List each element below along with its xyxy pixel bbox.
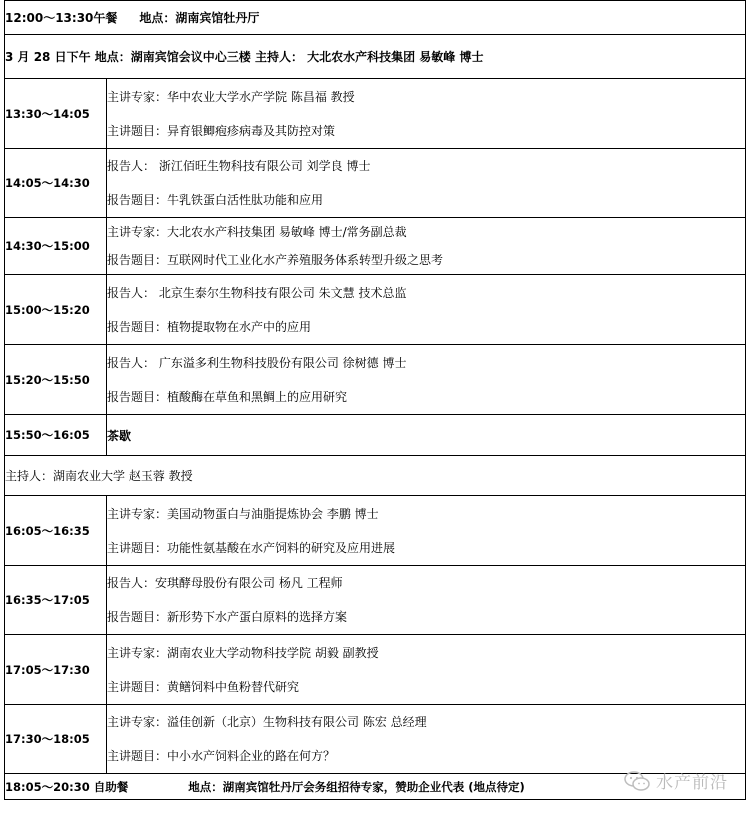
talk2-time: 14:05～14:30 — [5, 149, 107, 218]
talk5-topic: 报告题目：植酸酶在草鱼和黑鲷上的应用研究 — [107, 389, 348, 404]
row-talk2 — [5, 149, 746, 218]
row-talk3 — [5, 218, 746, 275]
wechat-icon — [624, 771, 650, 791]
row-session-header — [5, 35, 746, 79]
lunch-location: 地点：湖南宾馆牡丹厅 — [139, 11, 260, 25]
talk1-topic: 主讲题目：异育银鲫疱疹病毒及其防控对策 — [107, 123, 336, 138]
talk9-speaker: 主讲专家：溢佳创新（北京）生物科技有限公司 陈宏 总经理 — [107, 715, 427, 729]
schedule-table — [4, 0, 746, 800]
break-label: 茶歇 — [107, 415, 746, 456]
talk2-speaker: 报告人： 浙江佰旺生物科技有限公司 刘学良 博士 — [107, 159, 371, 173]
talk1-speaker: 主讲专家：华中农业大学水产学院 陈昌福 教授 — [107, 89, 355, 104]
talk5-time: 15:20～15:50 — [5, 345, 107, 415]
talk3-topic: 报告题目：互联网时代工业化水产养殖服务体系转型升级之思考 — [107, 253, 444, 267]
talk1-time: 13:30～14:05 — [5, 79, 107, 149]
watermark — [624, 768, 728, 793]
talk6-time: 16:05～16:35 — [5, 496, 107, 566]
talk5-speaker: 报告人： 广东溢多利生物科技股份有限公司 徐树德 博士 — [107, 355, 407, 370]
host2: 主持人：湖南农业大学 赵玉蓉 教授 — [5, 456, 746, 496]
talk2-topic: 报告题目：牛乳铁蛋白活性肽功能和应用 — [107, 193, 324, 207]
row-talk7 — [5, 566, 746, 635]
row-host2 — [5, 456, 746, 496]
watermark-text: 水产前沿 — [656, 773, 728, 793]
talk7-time: 16:35～17:05 — [5, 566, 107, 635]
talk8-topic: 主讲题目：黄鳝饲料中鱼粉替代研究 — [107, 679, 300, 694]
session-header: 3 月 28 日下午 地点：湖南宾馆会议中心三楼 主持人： 大北农水产科技集团 易敏峰 博士 — [5, 50, 484, 64]
talk3-speaker: 主讲专家：大北农水产科技集团 易敏峰 博士/常务副总裁 — [107, 225, 407, 239]
row-talk1 — [5, 79, 746, 149]
row-talk4 — [5, 275, 746, 345]
lunch-time: 12:00～13:30午餐 — [5, 11, 118, 25]
talk8-time: 17:05～17:30 — [5, 635, 107, 705]
talk8-speaker: 主讲专家：湖南农业大学动物科技学院 胡毅 副教授 — [107, 645, 379, 660]
row-talk5 — [5, 345, 746, 415]
talk7-speaker: 报告人：安琪酵母股份有限公司 杨凡 工程师 — [107, 576, 343, 590]
talk7-topic: 报告题目：新形势下水产蛋白原料的选择方案 — [107, 610, 348, 624]
break-time: 15:50～16:05 — [5, 415, 107, 456]
talk4-time: 15:00～15:20 — [5, 275, 107, 345]
talk9-topic: 主讲题目：中小水产饲料企业的路在何方？ — [107, 749, 336, 763]
talk3-time: 14:30～15:00 — [5, 218, 107, 275]
row-break — [5, 415, 746, 456]
talk6-topic: 主讲题目：功能性氨基酸在水产饲料的研究及应用进展 — [107, 540, 396, 555]
talk4-topic: 报告题目：植物提取物在水产中的应用 — [107, 319, 312, 334]
dinner-time: 18:05～20:30 自助餐 — [5, 779, 129, 794]
row-lunch — [5, 1, 746, 35]
row-talk8 — [5, 635, 746, 705]
talk4-speaker: 报告人： 北京生泰尔生物科技有限公司 朱文慧 技术总监 — [107, 285, 407, 300]
dinner-text: 地点：湖南宾馆牡丹厅会务组招待专家，赞助企业代表 (地点待定) — [188, 779, 525, 794]
talk6-speaker: 主讲专家：美国动物蛋白与油脂提炼协会 李鹏 博士 — [107, 506, 379, 521]
talk9-time: 17:30～18:05 — [5, 705, 107, 774]
row-talk9 — [5, 705, 746, 774]
row-talk6 — [5, 496, 746, 566]
